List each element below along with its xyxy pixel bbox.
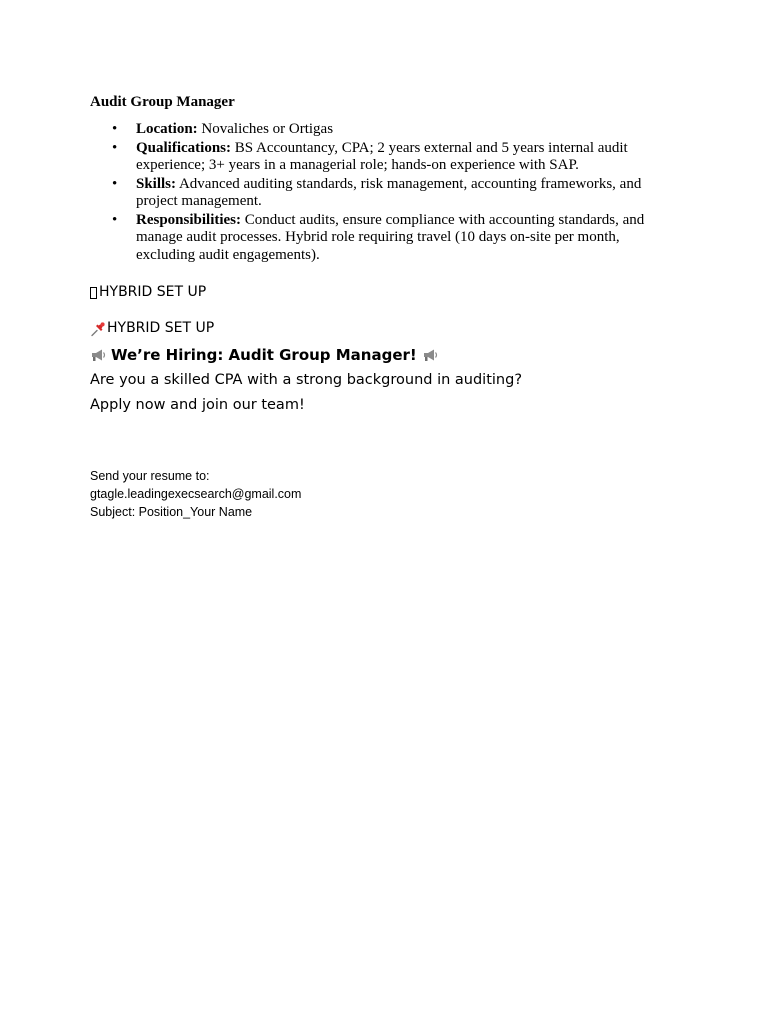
hybrid-setup-text: HYBRID SET UP (99, 284, 207, 300)
send-resume-line: Send your resume to: (90, 469, 210, 483)
hiring-headline-text: We’re Hiring: Audit Group Manager! (111, 346, 417, 364)
job-details-list (90, 121, 670, 264)
detail-text: Advanced auditing standards, risk management, accounting frameworks, and project management. (136, 175, 642, 209)
job-post-document (90, 94, 670, 521)
bullet-icon: • (112, 139, 118, 156)
hiring-question: Are you a skilled CPA with a strong background in auditing? (90, 372, 523, 388)
detail-label: Responsibilities: (136, 211, 242, 228)
bullet-icon: • (112, 175, 118, 192)
apply-call-to-action: Apply now and join our team! (90, 397, 305, 413)
detail-skills (90, 176, 670, 211)
contact-block (90, 467, 670, 521)
pushpin-icon (90, 321, 106, 337)
contact-email: gtagle.leadingexecsearch@gmail.com (90, 487, 302, 501)
detail-label: Qualifications: (136, 139, 232, 156)
detail-label: Skills: (136, 175, 177, 192)
missing-glyph-icon (90, 287, 97, 299)
detail-text: Novaliches or Ortigas (201, 121, 334, 137)
hybrid-setup-line-1 (90, 284, 670, 301)
subject-line: Subject: Position_Your Name (90, 505, 253, 519)
megaphone-icon (90, 348, 106, 362)
hiring-headline (90, 346, 670, 364)
hybrid-setup-text: HYBRID SET UP (107, 320, 215, 336)
bullet-icon: • (112, 211, 118, 228)
megaphone-icon (422, 348, 438, 362)
detail-responsibilities (90, 212, 670, 265)
bullet-icon: • (112, 121, 118, 137)
detail-qualifications (90, 140, 670, 175)
detail-label: Location: (136, 121, 198, 137)
detail-location (90, 121, 670, 139)
detail-text: Conduct audits, ensure compliance with accounting standards, and manage audit processes. Hybrid role requiring travel (10 days on-site per month, excluding audit engagements). (136, 211, 645, 263)
detail-text: BS Accountancy, CPA; 2 years external and 5 years internal audit experience; 3+ years in a managerial role; hands-on experience with SAP. (136, 139, 628, 173)
job-title: Audit Group Manager (90, 94, 235, 110)
hybrid-setup-line-2 (90, 320, 670, 337)
